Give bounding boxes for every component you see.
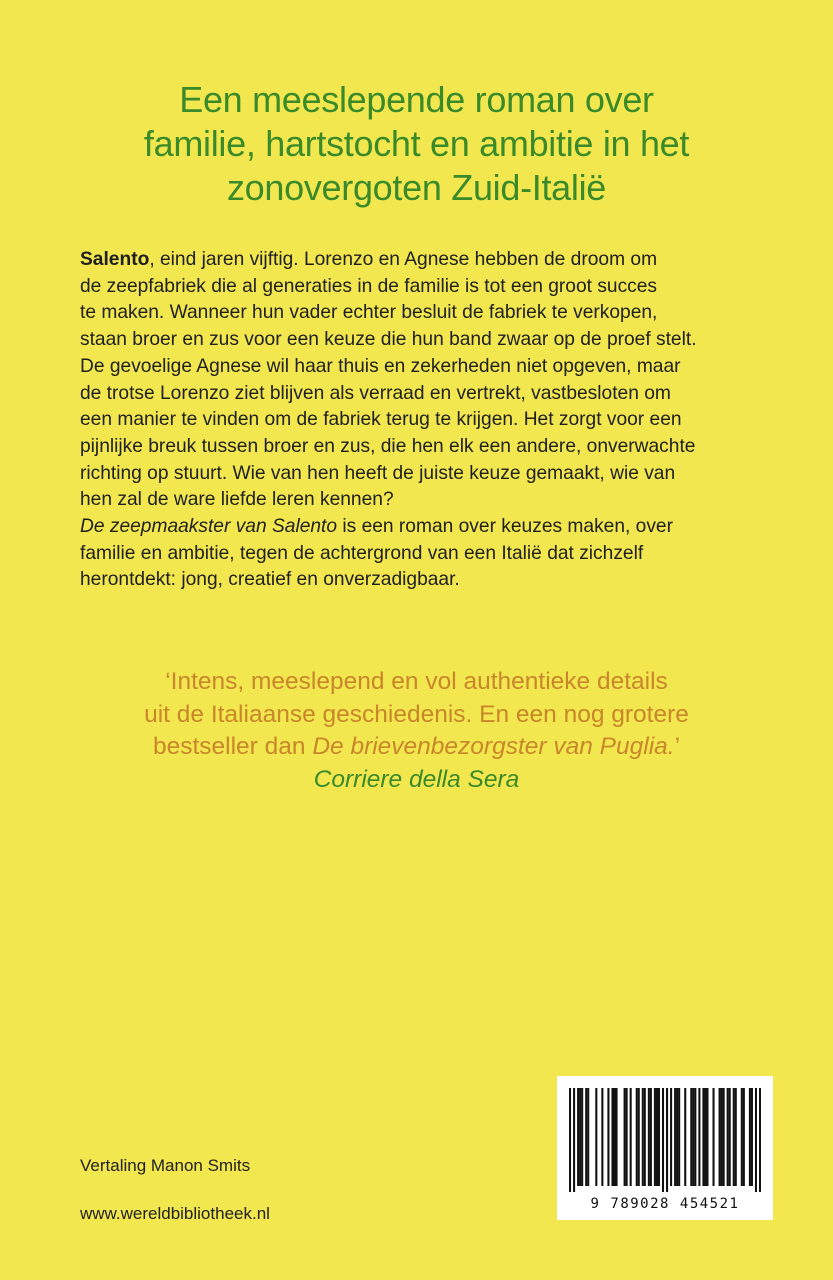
quoted-book-title: De brievenbezorgster van Puglia. [312,733,675,760]
barcode-bar [712,1088,714,1186]
barcode-bar [698,1088,700,1186]
barcode-bar [615,1088,617,1186]
barcode-bar [601,1088,603,1186]
barcode-bar [666,1088,668,1192]
headline [60,78,773,210]
quote-text: bestseller dan [152,733,313,760]
barcode-bar [751,1088,753,1186]
blurb-line: familie en ambitie, tegen de achtergrond van een Italië dat zichzelf [80,542,644,564]
quote-line: ‘Intens, meeslepend en vol authentieke details [165,668,668,695]
quote-close: ’ [674,733,681,760]
barcode-bar [741,1088,743,1186]
blurb-text: is een roman over keuzes maken, over [337,516,673,538]
blurb-text: , eind jaren vijftig. Lorenzo en Agnese hebben de droom om [149,249,658,270]
barcode-bars [569,1088,761,1192]
blurb-line [80,247,770,274]
blurb-line: de zeepfabriek die al generaties in de familie is tot een groot succes [80,275,658,297]
blurb-line: te maken. Wanneer hun vader echter besluit de fabriek te verkopen, [80,302,658,324]
blurb-line: staan broer en zus voor een keuze die hun band zwaar op de proef stelt. [80,329,697,351]
barcode-bar [704,1088,706,1186]
blurb-line [80,514,770,541]
quote-source: Corriere della Sera [313,765,520,793]
quote-line [60,731,773,764]
barcode-bar [755,1088,757,1192]
headline-line: Een meeslepende roman over [179,79,654,120]
barcode-bar [727,1088,729,1186]
barcode-bar [581,1088,583,1186]
barcode-bar [579,1088,581,1186]
blurb-line: de trotse Lorenzo ziet blijven als verraad en vertrekt, vastbesloten om [80,382,671,404]
barcode-bar [607,1088,609,1186]
barcode-bar [648,1088,650,1186]
barcode-bar [585,1088,587,1186]
barcode-bar [611,1088,613,1186]
barcode-bar [694,1088,696,1186]
barcode-bar [626,1088,628,1186]
barcode-bar [654,1088,656,1186]
barcode-bar [749,1088,751,1186]
book-title: De zeepmaakster van Salento [80,516,338,538]
barcode-bar [636,1088,638,1186]
barcode-bar [644,1088,646,1186]
barcode-bar [587,1088,589,1186]
barcode-bar [706,1088,708,1186]
barcode-bar [721,1088,723,1186]
barcode-bar [729,1088,731,1186]
barcode-bar [577,1088,579,1186]
barcode-bar [674,1088,676,1186]
barcode-digits: 9 789028 454521 [590,1196,740,1212]
barcode-bar [662,1088,664,1192]
barcode-bar [650,1088,652,1186]
barcode-bar [656,1088,658,1186]
barcode-bar [624,1088,626,1186]
blurb-place: Salento [80,249,150,270]
barcode-bar [690,1088,692,1186]
barcode-bar [723,1088,725,1186]
barcode-bar [569,1088,571,1192]
translator-credit: Vertaling Manon Smits [80,1156,251,1175]
blurb-line: een manier te vinden om de fabriek terug te krijgen. Het zorgt voor een [80,409,682,431]
blurb-line: hen zal de ware liefde leren kennen? [80,489,394,511]
barcode-bar [595,1088,597,1186]
barcode-bar [573,1088,575,1192]
barcode-bar [759,1088,761,1192]
barcode-bar [684,1088,686,1186]
barcode-bar [719,1088,721,1186]
barcode-bar [733,1088,735,1186]
barcode-bar [630,1088,632,1186]
blurb-line: herontdekt: jong, creatief en onverzadigbaar. [80,569,460,591]
barcode-bar [676,1088,678,1186]
quote-line: uit de Italiaanse geschiedenis. En een nog grotere [144,700,689,728]
barcode-bar [678,1088,680,1186]
barcode-bar [613,1088,615,1186]
isbn-barcode [557,1076,773,1220]
blurb-line: richting op stuurt. Wie van hen heeft de juiste keuze gemaakt, wie van [80,462,676,484]
headline-line: zonovergoten Zuid-Italië [226,167,607,208]
barcode-bar [743,1088,745,1186]
blurb-line: pijnlijke breuk tussen broer en zus, die hen elk een andere, onverwachte [80,435,696,457]
barcode-bar [658,1088,660,1186]
publisher-website: www.wereldbibliotheek.nl [80,1204,270,1223]
barcode-bar [735,1088,737,1186]
blurb-line: De gevoelige Agnese wil haar thuis en zekerheden niet opgeven, maar [80,355,681,377]
barcode-bar [642,1088,644,1186]
headline-line: familie, hartstocht en ambitie in het [143,123,690,164]
barcode-bar [638,1088,640,1186]
barcode-bar [702,1088,704,1186]
barcode-bar [692,1088,694,1186]
barcode-bar [670,1088,672,1186]
blurb [80,247,770,594]
review-quote [60,666,773,796]
